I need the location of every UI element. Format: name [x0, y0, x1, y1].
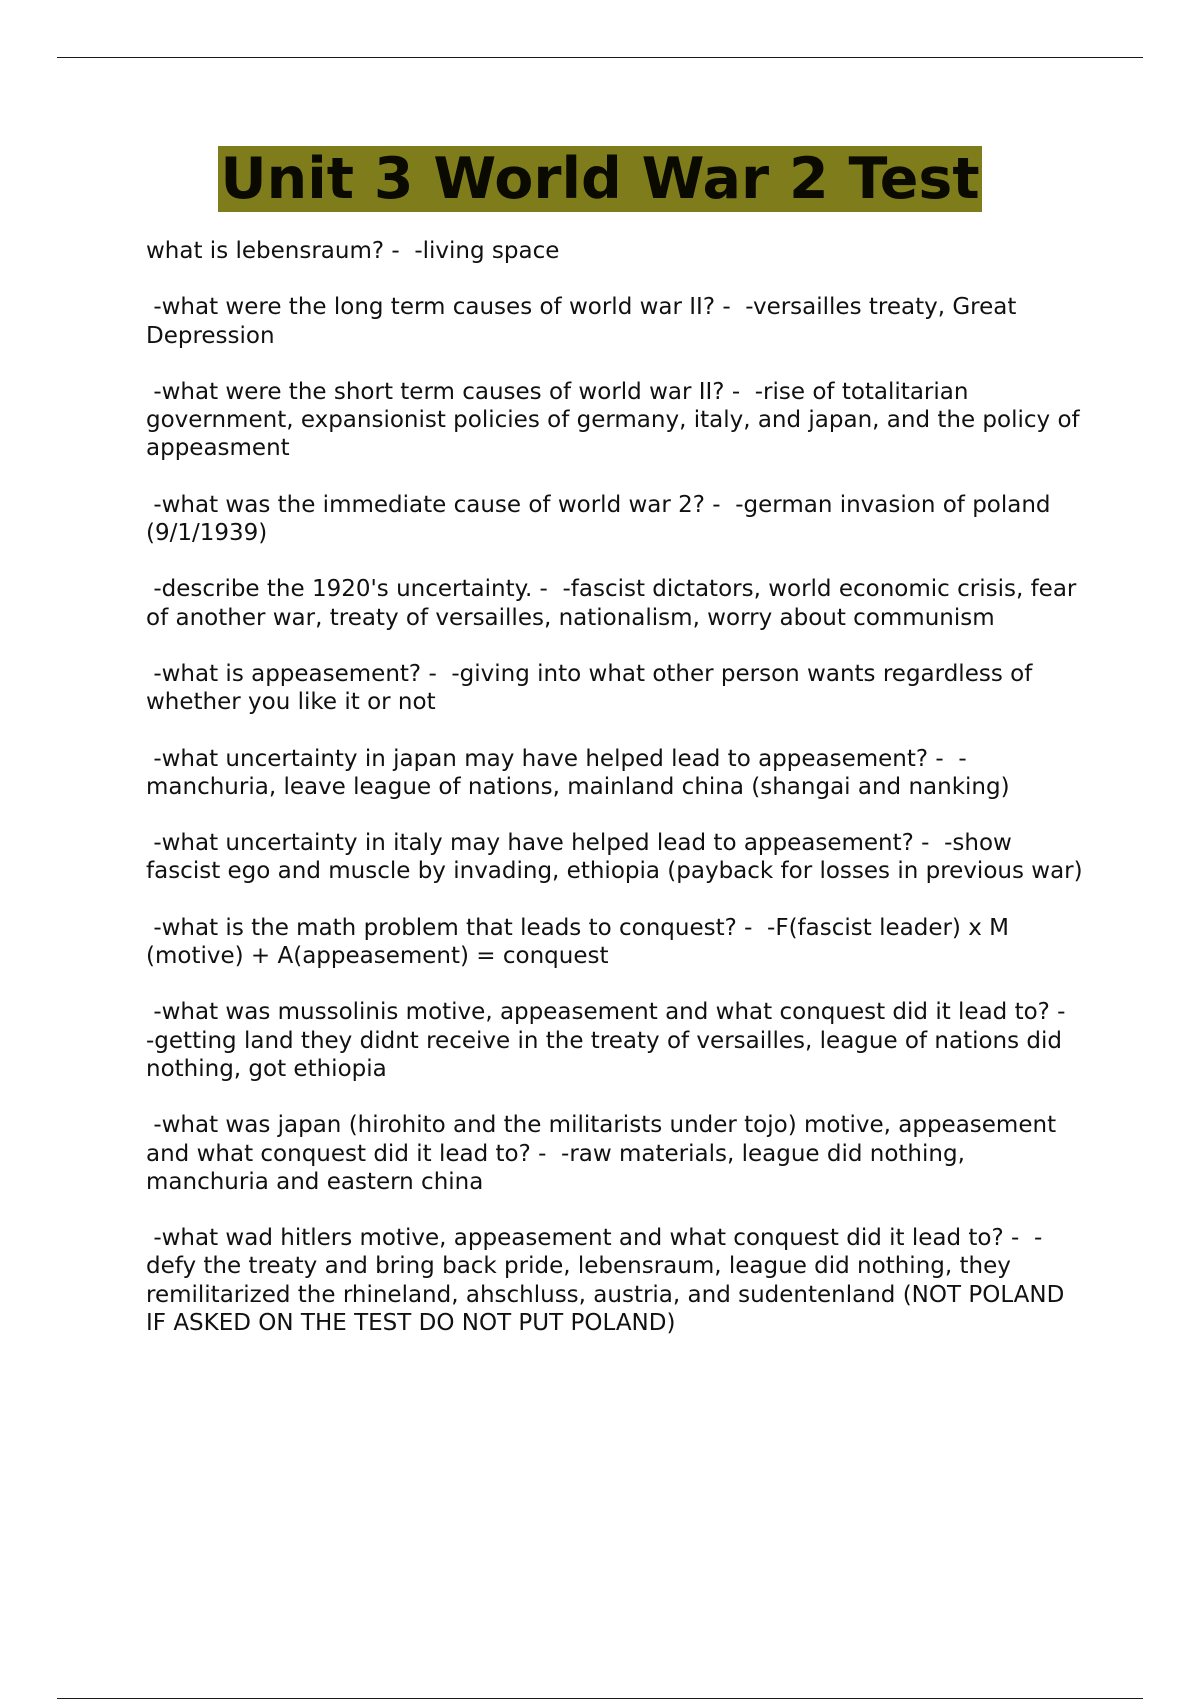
qa-item: -what was japan (hirohito and the militarists under tojo) motive, appeasement and what conquest did it lead to? - -raw materials, league did nothing, manchuria and eastern china: [146, 1112, 1064, 1195]
qa-item: -what uncertainty in japan may have helped lead to appeasement? - -manchuria, leave league of nations, mainland china (shangai and nanking): [146, 745, 1010, 800]
top-divider: [57, 57, 1143, 58]
qa-item: -what is appeasement? - -giving into what other person wants regardless of whether you like it or not: [146, 660, 1040, 716]
qa-item: -what were the long term causes of world war II? - -versailles treaty, Great Depression: [146, 294, 1024, 349]
qa-item: -what uncertainty in italy may have helped lead to appeasement? - -show fascist ego and muscle by invading, ethiopia (payback for losses in previous war): [146, 830, 1083, 885]
qa-item: what is lebensraum? - -living space: [146, 238, 560, 264]
qa-list: [146, 237, 1086, 1365]
bottom-divider: [57, 1698, 1143, 1699]
qa-item: -what was the immediate cause of world war 2? - -german invasion of poland (9/1/1939): [146, 491, 1058, 547]
title-container: [0, 146, 1200, 212]
qa-item: -what wad hitlers motive, appeasement and what conquest did it lead to? - -defy the treaty and bring back pride, lebensraum, league did nothing, they remilitarized the rhineland, ahschluss, austria, and sudentenland (NOT POLAND IF ASKED ON THE TEST DO NOT PUT POLAND): [146, 1225, 1072, 1337]
qa-item: -what is the math problem that leads to conquest? - -F(fascist leader) x M (motive) + A(appeasement) = conquest: [146, 914, 1017, 970]
page-title: Unit 3 World War 2 Test: [220, 146, 980, 212]
qa-item: -what were the short term causes of world war II? - -rise of totalitarian government, expansionist policies of germany, italy, and japan, and the policy of appeasment: [146, 378, 1087, 462]
qa-item: -describe the 1920's uncertainty. - -fascist dictators, world economic crisis, fear of another war, treaty of versailles, nationalism, worry about communism: [146, 576, 1084, 631]
qa-item: -what was mussolinis motive, appeasement and what conquest did it lead to? - -getting land they didnt receive in the treaty of versailles, league of nations did nothing, got ethiopia: [146, 999, 1081, 1082]
